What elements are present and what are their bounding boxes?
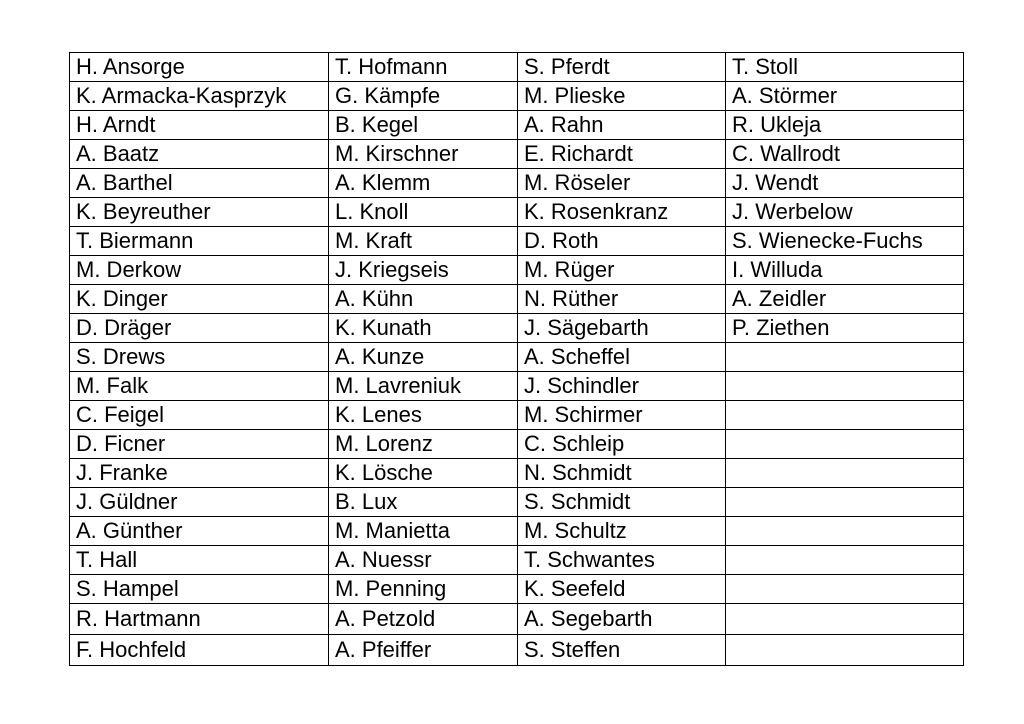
name-cell: R. Ukleja — [726, 111, 964, 140]
name-cell: T. Hofmann — [329, 53, 518, 82]
name-cell: M. Manietta — [329, 517, 518, 546]
name-cell: S. Drews — [70, 343, 329, 372]
name-cell: M. Kirschner — [329, 140, 518, 169]
name-cell: K. Kunath — [329, 314, 518, 343]
table-row — [70, 111, 964, 140]
table-row — [70, 314, 964, 343]
name-cell: M. Schultz — [518, 517, 726, 546]
table-row — [70, 635, 964, 666]
name-cell: A. Kühn — [329, 285, 518, 314]
name-cell: C. Schleip — [518, 430, 726, 459]
name-cell: A. Günther — [70, 517, 329, 546]
name-cell: T. Stoll — [726, 53, 964, 82]
name-cell: T. Schwantes — [518, 546, 726, 575]
name-cell: K. Armacka-Kasprzyk — [70, 82, 329, 111]
name-cell: J. Kriegseis — [329, 256, 518, 285]
table-row — [70, 256, 964, 285]
name-cell: A. Nuessr — [329, 546, 518, 575]
table-row — [70, 488, 964, 517]
name-cell — [726, 575, 964, 604]
names-table-body — [70, 53, 964, 666]
name-cell: D. Dräger — [70, 314, 329, 343]
table-row — [70, 459, 964, 488]
name-cell — [726, 401, 964, 430]
table-row — [70, 140, 964, 169]
table-row — [70, 227, 964, 256]
name-cell: H. Arndt — [70, 111, 329, 140]
table-row — [70, 372, 964, 401]
name-cell: A. Scheffel — [518, 343, 726, 372]
name-cell — [726, 372, 964, 401]
table-row — [70, 517, 964, 546]
table-row — [70, 575, 964, 604]
name-cell: M. Plieske — [518, 82, 726, 111]
name-cell: M. Penning — [329, 575, 518, 604]
name-cell — [726, 430, 964, 459]
name-cell — [726, 343, 964, 372]
table-row — [70, 604, 964, 635]
name-cell: J. Werbelow — [726, 198, 964, 227]
name-cell: B. Lux — [329, 488, 518, 517]
name-cell: K. Lösche — [329, 459, 518, 488]
name-cell: J. Schindler — [518, 372, 726, 401]
name-cell: J. Wendt — [726, 169, 964, 198]
name-cell — [726, 635, 964, 666]
table-row — [70, 546, 964, 575]
name-cell: A. Klemm — [329, 169, 518, 198]
name-cell: M. Kraft — [329, 227, 518, 256]
name-cell: A. Petzold — [329, 604, 518, 635]
name-cell: M. Derkow — [70, 256, 329, 285]
name-cell: A. Rahn — [518, 111, 726, 140]
name-cell: M. Lorenz — [329, 430, 518, 459]
name-cell: S. Steffen — [518, 635, 726, 666]
name-cell: K. Lenes — [329, 401, 518, 430]
name-cell: S. Schmidt — [518, 488, 726, 517]
table-row — [70, 82, 964, 111]
name-cell: N. Rüther — [518, 285, 726, 314]
name-cell: P. Ziethen — [726, 314, 964, 343]
table-row — [70, 53, 964, 82]
name-cell: R. Hartmann — [70, 604, 329, 635]
name-cell: A. Segebarth — [518, 604, 726, 635]
name-cell — [726, 517, 964, 546]
name-cell: M. Lavreniuk — [329, 372, 518, 401]
name-cell: M. Schirmer — [518, 401, 726, 430]
name-cell: D. Ficner — [70, 430, 329, 459]
names-table — [69, 52, 964, 666]
name-cell: A. Störmer — [726, 82, 964, 111]
table-row — [70, 401, 964, 430]
name-cell: D. Roth — [518, 227, 726, 256]
name-cell: K. Dinger — [70, 285, 329, 314]
name-cell: C. Feigel — [70, 401, 329, 430]
table-row — [70, 169, 964, 198]
name-cell: M. Rüger — [518, 256, 726, 285]
table-row — [70, 285, 964, 314]
name-cell: A. Zeidler — [726, 285, 964, 314]
name-cell: S. Wienecke-Fuchs — [726, 227, 964, 256]
name-cell: M. Falk — [70, 372, 329, 401]
name-cell: C. Wallrodt — [726, 140, 964, 169]
name-cell: S. Pferdt — [518, 53, 726, 82]
name-cell: M. Röseler — [518, 169, 726, 198]
name-cell — [726, 604, 964, 635]
table-row — [70, 430, 964, 459]
name-cell — [726, 546, 964, 575]
name-cell: N. Schmidt — [518, 459, 726, 488]
name-cell: L. Knoll — [329, 198, 518, 227]
name-cell: A. Pfeiffer — [329, 635, 518, 666]
name-cell: F. Hochfeld — [70, 635, 329, 666]
name-cell: A. Baatz — [70, 140, 329, 169]
name-cell: B. Kegel — [329, 111, 518, 140]
name-cell: H. Ansorge — [70, 53, 329, 82]
name-cell: A. Barthel — [70, 169, 329, 198]
name-cell: G. Kämpfe — [329, 82, 518, 111]
name-cell: K. Seefeld — [518, 575, 726, 604]
name-cell: A. Kunze — [329, 343, 518, 372]
name-cell — [726, 459, 964, 488]
name-cell: K. Rosenkranz — [518, 198, 726, 227]
name-cell: T. Hall — [70, 546, 329, 575]
table-row — [70, 343, 964, 372]
name-cell: I. Willuda — [726, 256, 964, 285]
name-cell: J. Güldner — [70, 488, 329, 517]
name-cell: K. Beyreuther — [70, 198, 329, 227]
name-cell — [726, 488, 964, 517]
name-cell: J. Franke — [70, 459, 329, 488]
table-row — [70, 198, 964, 227]
name-cell: E. Richardt — [518, 140, 726, 169]
name-cell: T. Biermann — [70, 227, 329, 256]
name-cell: J. Sägebarth — [518, 314, 726, 343]
name-cell: S. Hampel — [70, 575, 329, 604]
